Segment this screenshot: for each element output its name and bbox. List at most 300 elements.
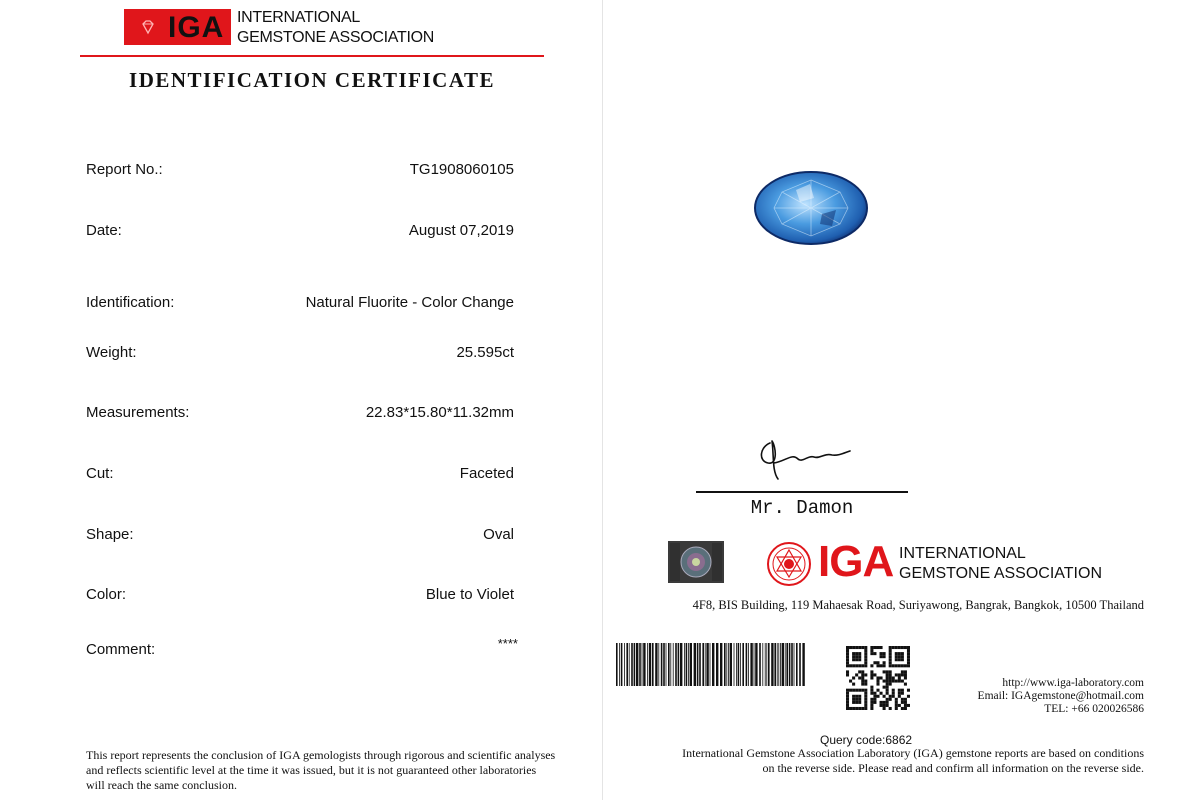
qr-module [870,652,873,655]
barcode-bar [746,643,748,686]
qr-module [858,695,861,698]
barcode-bar [670,643,671,686]
qr-module [907,704,910,707]
qr-module [883,707,886,710]
qr-module [846,670,849,673]
qr-module [889,673,892,676]
barcode-bar [802,643,804,686]
qr-module [898,676,901,679]
barcode-bar [778,643,779,686]
qr-module [870,673,873,676]
qr-module [901,698,904,701]
iga-logo [124,9,231,45]
qr-module [846,658,849,661]
query-code: Query code:6862 [820,733,913,747]
qr-module [852,676,855,679]
qr-module [852,701,855,704]
footer-org-line2: GEMSTONE ASSOCIATION [899,565,1102,582]
qr-module [870,646,873,649]
barcode-bar [649,643,651,686]
qr-module [898,655,901,658]
qr-module [886,701,889,704]
signer-name: Mr. Damon [750,497,854,519]
barcode-bar [624,643,625,686]
barcode-bar [688,643,689,686]
barcode-bar [678,643,680,686]
qr-module [907,649,910,652]
field-label-date: Date: [86,222,122,239]
qr-module [895,655,898,658]
field-value-measurements: 22.83*15.80*11.32mm [365,404,514,421]
qr-module [898,680,901,683]
barcode-bar [791,643,793,686]
qr-module [852,698,855,701]
qr-module [846,652,849,655]
qr-module [852,655,855,658]
field-value-cut: Faceted [459,465,514,482]
barcode-bar [639,643,641,686]
qr-module [870,689,873,692]
qr-module [858,664,861,667]
qr-module [898,646,901,649]
qr-module [852,658,855,661]
qr-module [846,692,849,695]
signature-line [696,491,908,493]
qr-module [886,704,889,707]
qr-module [883,704,886,707]
qr-module [861,664,864,667]
qr-module [898,652,901,655]
field-label-comment: Comment: [86,641,156,658]
qr-module [895,652,898,655]
qr-module [889,670,892,673]
qr-module [907,655,910,658]
qr-module [889,707,892,710]
field-label-report-no: Report No.: [86,161,163,178]
qr-module [907,689,910,692]
qr-module [892,664,895,667]
qr-module [889,676,892,679]
qr-module [876,646,879,649]
qr-module [883,686,886,689]
barcode-bar [643,643,645,686]
footer-org-line1: INTERNATIONAL [899,545,1026,562]
qr-module [895,698,898,701]
org-line2: GEMSTONE ASSOCIATION [237,29,435,46]
barcode [616,643,808,686]
qr-module [852,707,855,710]
qr-module [846,655,849,658]
barcode-bar [765,643,766,686]
barcode-bar [702,643,704,686]
qr-module [880,704,883,707]
qr-module [895,664,898,667]
qr-module [889,698,892,701]
qr-module [858,689,861,692]
field-label-color: Color: [86,586,127,603]
qr-module [855,701,858,704]
qr-module [898,695,901,698]
qr-module [861,673,864,676]
qr-module [880,655,883,658]
qr-module [901,646,904,649]
barcode-bar [666,643,667,686]
qr-module [895,707,898,710]
qr-module [870,676,873,679]
field-label-shape: Shape: [86,526,134,543]
org-name [237,8,434,48]
qr-module [895,701,898,704]
qr-module [873,701,876,704]
qr-module [861,683,864,686]
barcode-bar [786,643,788,686]
barcode-bar [631,643,633,686]
qr-module [858,698,861,701]
qr-module [873,698,876,701]
barcode-bar [762,643,763,686]
qr-module [870,670,873,673]
qr-module [895,646,898,649]
org-line1: INTERNATIONAL [237,9,360,26]
qr-module [849,689,852,692]
qr-module [886,676,889,679]
address: 4F8, BIS Building, 119 Mahaesak Road, Suriyawong, Bangrak, Bangkok, 10500 Thailand [692,598,1144,612]
qr-module [873,652,876,655]
qr-module [846,649,849,652]
qr-module [873,661,876,664]
qr-module [846,673,849,676]
qr-module [898,704,901,707]
qr-module [904,673,907,676]
barcode-bar [629,643,630,686]
qr-module [883,680,886,683]
qr-module [846,646,849,649]
qr-module [876,680,879,683]
qr-module [852,664,855,667]
barcode-bar [710,643,711,686]
barcode-bar [726,643,727,686]
qr-module [873,673,876,676]
disclaimer-text: This report represents the conclusion of IGA gemologists through rigorous and scientific analyses and reflects scientific level at the time it was issued, but it is not guaranteed other laboratories will reach the same conclusion. [86,748,556,792]
qr-module [901,655,904,658]
qr-module [846,661,849,664]
field-value-identification: Natural Fluorite - Color Change [305,294,514,311]
qr-module [904,670,907,673]
qr-module [886,689,889,692]
qr-module [864,704,867,707]
qr-module [898,673,901,676]
qr-module [880,692,883,695]
qr-module [861,680,864,683]
qr-module [864,692,867,695]
qr-module [901,664,904,667]
qr-module [901,689,904,692]
signature [752,433,852,483]
field-value-weight: 25.595ct [456,344,514,361]
qr-module [892,695,895,698]
qr-module [870,704,873,707]
qr-module [904,646,907,649]
qr-module [907,658,910,661]
qr-module [849,664,852,667]
qr-module [907,646,910,649]
qr-module [907,661,910,664]
qr-module [858,652,861,655]
qr-module [886,680,889,683]
iga-seal-icon [766,541,812,587]
qr-module [864,701,867,704]
qr-module [858,646,861,649]
qr-module [846,698,849,701]
field-value-shape: Oval [483,526,514,543]
barcode-bar [740,643,741,686]
barcode-bar [766,643,767,686]
qr-module [870,701,873,704]
barcode-bar [690,643,692,686]
qr-module [889,680,892,683]
field-value-date: August 07,2019 [408,222,514,239]
qr-module [861,707,864,710]
qr-module [901,680,904,683]
qr-module [864,658,867,661]
qr-module [895,680,898,683]
qr-module [886,670,889,673]
qr-module [861,689,864,692]
qr-module [892,689,895,692]
qr-module [883,695,886,698]
qr-module [895,658,898,661]
website-text: http://www.iga-laboratory.com [1002,677,1144,689]
qr-module [861,646,864,649]
qr-module [855,707,858,710]
qr-module [907,695,910,698]
tel-text: TEL: +66 020026586 [1044,703,1144,715]
field-value-comment: **** [497,636,518,651]
qr-module [901,652,904,655]
qr-module [880,701,883,704]
barcode-bar [736,643,737,686]
qr-module [889,655,892,658]
qr-module [907,652,910,655]
barcode-bar [782,643,784,686]
qr-module [852,683,855,686]
barcode-bar [755,643,757,686]
qr-module [864,695,867,698]
barcode-bar [647,643,648,686]
qr-module [889,646,892,649]
footer-note: International Gemstone Association Laboratory (IGA) gemstone reports are based on conditions on the reverse side. Please read and confirm all information on the reverse side. [682,746,1144,775]
qr-module [886,673,889,676]
qr-module [880,646,883,649]
qr-module [873,646,876,649]
qr-module [898,689,901,692]
logo-text: IGA [168,11,225,44]
barcode-bar [642,643,643,686]
qr-module [864,652,867,655]
certificate-title: IDENTIFICATION CERTIFICATE [129,68,495,92]
barcode-bar [636,643,638,686]
qr-module [892,680,895,683]
qr-module [876,689,879,692]
qr-module [858,676,861,679]
qr-module [846,707,849,710]
qr-module [846,689,849,692]
qr-module [861,670,864,673]
qr-module [901,707,904,710]
barcode-bar [705,643,706,686]
qr-module [870,664,873,667]
qr-module [883,655,886,658]
barcode-bar [774,643,776,686]
qr-module [846,695,849,698]
gem-icon [140,19,156,35]
qr-module [855,689,858,692]
qr-module [904,676,907,679]
barcode-bar [675,643,677,686]
qr-module [870,707,873,710]
barcode-bar [621,643,623,686]
email-text: Email: IGAgemstone@hotmail.com [977,690,1144,702]
qr-module [858,707,861,710]
barcode-bar [794,643,795,686]
qr-module [864,707,867,710]
qr-module [904,707,907,710]
barcode-bar [697,643,699,686]
barcode-bar [720,643,722,686]
header-rule [80,55,544,57]
field-label-measurements: Measurements: [86,404,190,421]
qr-module [880,652,883,655]
qr-module [864,680,867,683]
qr-module [864,655,867,658]
qr-module [864,649,867,652]
qr-module [864,661,867,664]
field-label-identification: Identification: [86,294,175,311]
qr-module [858,658,861,661]
qr-module [855,695,858,698]
barcode-bar [619,643,620,686]
qr-module [846,664,849,667]
qr-module [901,658,904,661]
barcode-bar [750,643,752,686]
hologram-sticker [668,541,724,583]
qr-module [889,695,892,698]
qr-module [870,698,873,701]
qr-module [855,673,858,676]
qr-code [846,646,910,710]
qr-module [886,692,889,695]
barcode-bar [730,643,732,686]
barcode-bar [684,643,685,686]
barcode-bar [785,643,786,686]
barcode-bar [771,643,773,686]
qr-module [852,695,855,698]
qr-module [870,649,873,652]
page-fold [602,0,603,800]
qr-module [886,698,889,701]
qr-module [864,673,867,676]
contact-info [930,677,1144,716]
qr-module [876,676,879,679]
barcode-bar [712,643,714,686]
qr-module [883,701,886,704]
barcode-bar [748,643,749,686]
qr-module [870,692,873,695]
qr-module [846,704,849,707]
barcode-bar [694,643,696,686]
barcode-bar [699,643,701,686]
qr-module [883,652,886,655]
qr-module [858,655,861,658]
qr-module [904,664,907,667]
qr-module [895,704,898,707]
qr-module [873,692,876,695]
barcode-bar [658,643,659,686]
qr-module [898,658,901,661]
qr-module [889,683,892,686]
field-value-color: Blue to Violet [425,586,514,603]
barcode-bar [626,643,628,686]
barcode-bar [728,643,729,686]
qr-module [864,664,867,667]
qr-module [855,655,858,658]
qr-module [901,692,904,695]
barcode-bar [734,643,735,686]
qr-module [886,683,889,686]
qr-module [901,673,904,676]
qr-module [892,692,895,695]
qr-module [904,683,907,686]
barcode-bar [742,643,744,686]
qr-module [876,695,879,698]
field-label-weight: Weight: [86,344,137,361]
qr-module [889,661,892,664]
barcode-bar [738,643,740,686]
qr-module [858,670,861,673]
field-label-cut: Cut: [86,465,114,482]
barcode-bar [724,643,726,686]
qr-module [855,664,858,667]
footer-org-name [899,544,1102,584]
qr-module [846,701,849,704]
barcode-bar [759,643,761,686]
qr-module [852,689,855,692]
barcode-bar [680,643,682,686]
barcode-bar [634,643,636,686]
barcode-bar [673,643,674,686]
barcode-bar [663,643,665,686]
qr-module [904,704,907,707]
barcode-bar [716,643,718,686]
qr-module [861,676,864,679]
qr-module [849,646,852,649]
qr-module [898,692,901,695]
qr-module [855,652,858,655]
qr-module [880,676,883,679]
qr-module [898,664,901,667]
qr-module [895,673,898,676]
qr-module [849,680,852,683]
qr-module [904,701,907,704]
qr-module [870,686,873,689]
barcode-bar [796,643,798,686]
qr-module [858,701,861,704]
barcode-bar [799,643,801,686]
barcode-bar [789,643,791,686]
qr-module [855,698,858,701]
field-value-report-no: TG1908060105 [409,161,514,178]
qr-module [904,698,907,701]
